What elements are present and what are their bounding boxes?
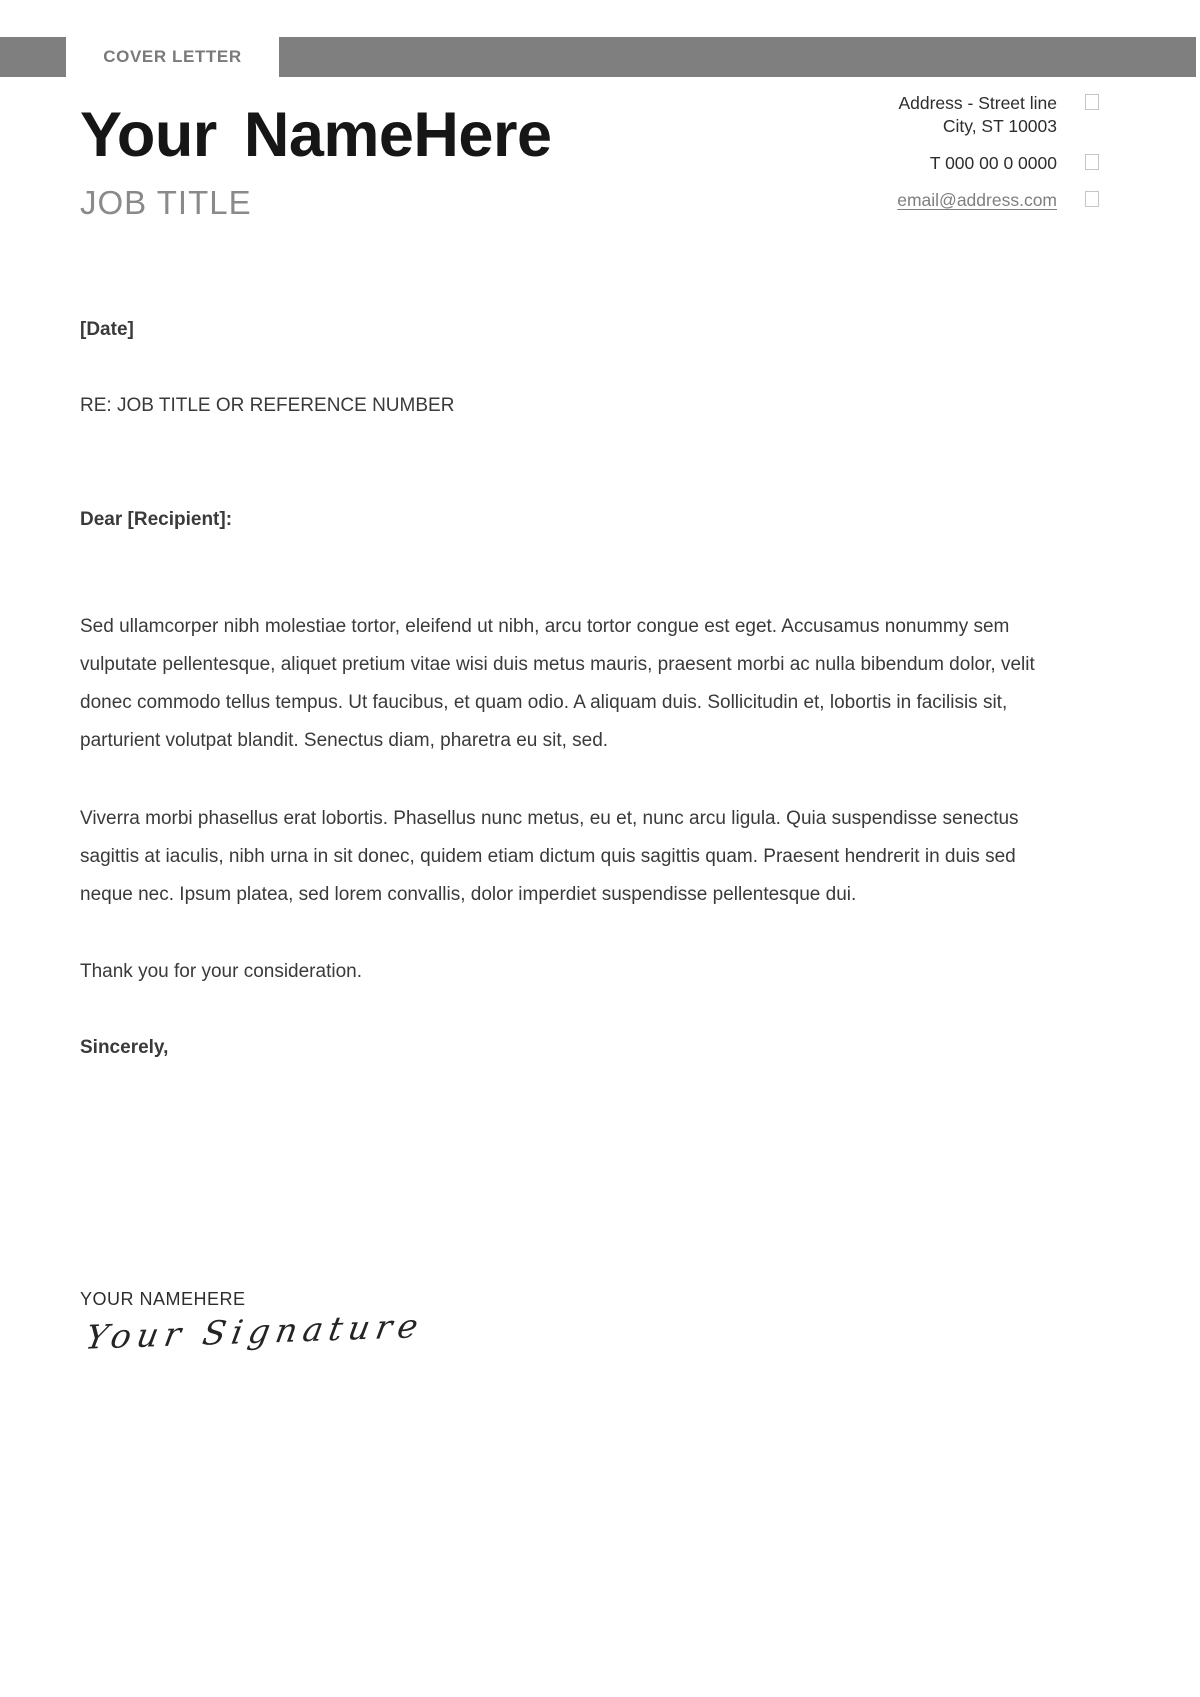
address-city-line: City, ST 10003 (942, 116, 1057, 136)
tab-bar-left-segment (0, 37, 66, 77)
address-icon (1085, 94, 1099, 110)
signature: Your Signature (82, 1306, 428, 1357)
salutation: Dear [Recipient]: (80, 509, 233, 530)
email-link[interactable]: email@address.com (897, 190, 1057, 210)
paragraph-2: Viverra morbi phasellus erat lobortis. Phasellus nunc metus, eu et, nunc arcu ligula. Quia suspendisse senectus sagittis at iaculis, nibh urna in sit donec, quidem etiam dictum quis sagittis quam. Praesent hendrerit in duis sed neque nec. Ipsum platea, sed lorem convallis, dolor imperdiet suspendisse pellentesque dui. (80, 808, 1019, 905)
closing-line: Sincerely, (80, 1037, 169, 1058)
email-icon (1085, 191, 1099, 207)
signer-name: YOUR NAMEHERE (80, 1289, 246, 1309)
address-lines (897, 92, 1057, 138)
subject-line: RE: JOB TITLE OR REFERENCE NUMBER (80, 395, 455, 416)
contact-block (897, 92, 1100, 212)
date-placeholder: [Date] (80, 319, 134, 340)
phone-line: T 000 00 0 0000 (929, 153, 1057, 173)
job-title: JOB TITLE (80, 184, 252, 222)
thanks-line: Thank you for your consideration. (80, 961, 362, 982)
phone-icon (1085, 154, 1099, 170)
header-name-block (80, 102, 552, 222)
letter-body (80, 318, 1037, 1357)
top-tab-bar (0, 37, 1200, 77)
person-name: Your NameHere (80, 100, 552, 170)
document-type-tab (66, 37, 279, 77)
paragraph-1: Sed ullamcorper nibh molestiae tortor, eleifend ut nibh, arcu tortor congue est eget. Accusamus nonummy sem vulputate pellentesque, aliquet pretium vitae wisi duis metus mauris, praesent morbi ac nulla bibendum dolor, velit donec commodo tellus tempus. Ut faucibus, et quam odio. A aliquam duis. Sollicitudin et, lobortis in facilisis sit, parturient volutpat blandit. Senectus diam, pharetra eu sit, sed. (80, 616, 1035, 751)
document-type-label: COVER LETTER (103, 47, 242, 66)
address-street-line: Address - Street line (898, 93, 1057, 113)
email-line (897, 189, 1057, 212)
tab-bar-right-segment (279, 37, 1196, 77)
